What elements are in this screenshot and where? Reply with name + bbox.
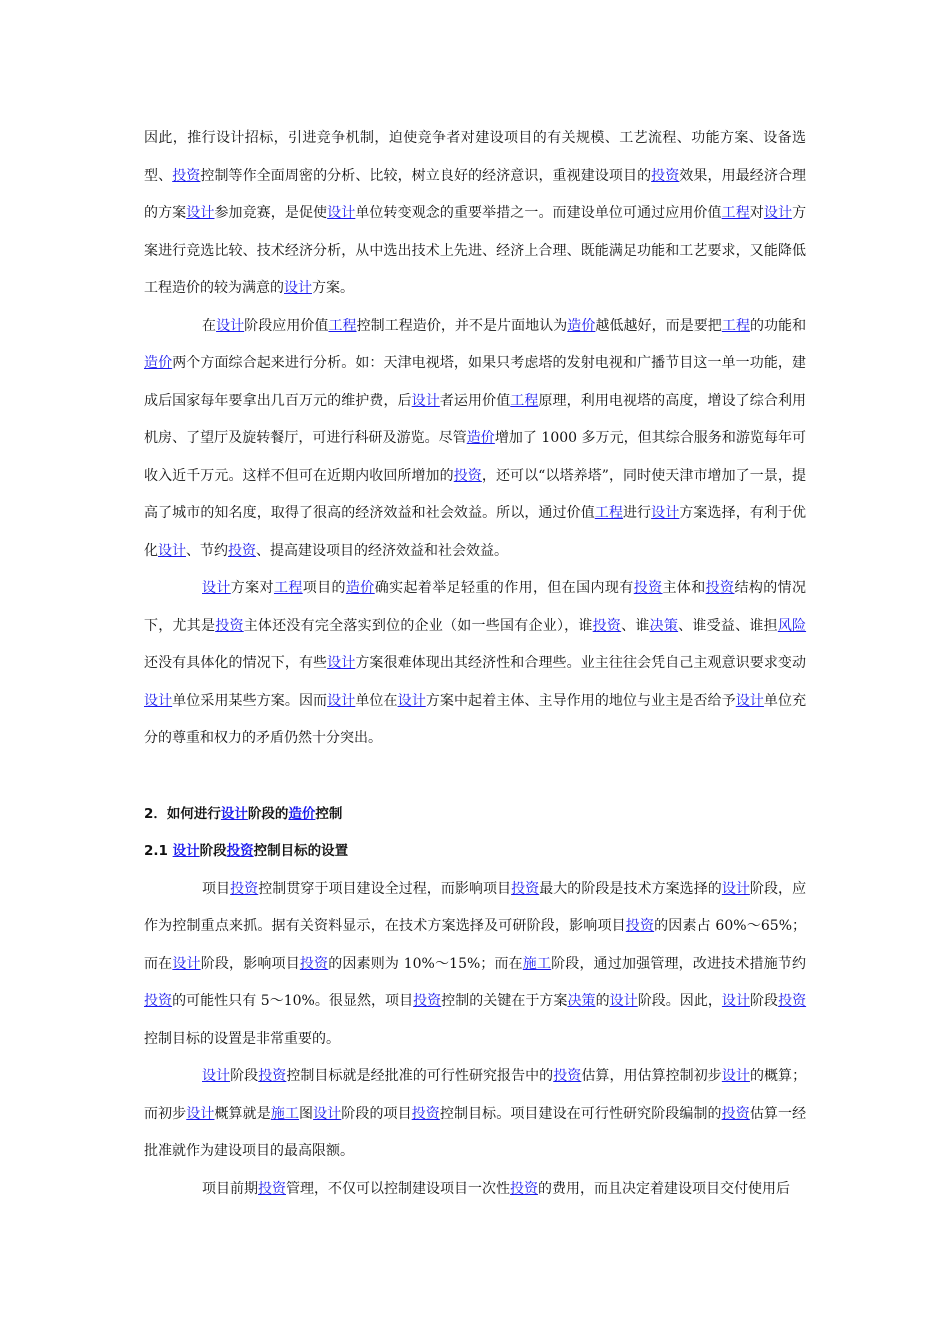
- keyword-link[interactable]: 投资: [592, 617, 622, 634]
- keyword-link[interactable]: 投资: [299, 955, 329, 972]
- text-run: 原理，利用电视塔的高度，增设了综合利用机房、了望厅及旋转餐厅，可进行科研及游览。尽管: [144, 392, 807, 446]
- text-run: 控制等作全面周密的分析、比较，树立良好的经济意识，重视建设项目的: [200, 167, 652, 184]
- text-run: 因此，推行设计招标，引进竞争机制，迫使竞争者对建设项目的有关规模、工艺流程、功能方案、设备选型、: [144, 130, 806, 184]
- text-run: 方案中起着主体、主导作用的地位与业主是否给予: [425, 692, 736, 709]
- text-run: 阶段: [230, 1068, 259, 1084]
- text-run: 方案选择，有利于优化: [144, 505, 807, 559]
- keyword-link[interactable]: 投资: [230, 880, 259, 897]
- text-run: 估算，用估算控制初步: [581, 1068, 722, 1084]
- text-run: 确实起着举足轻重的作用，但在国内现有: [374, 580, 634, 596]
- keyword-link[interactable]: 投资: [226, 843, 254, 859]
- text-run: 的功能和: [749, 317, 807, 334]
- text-run: 增加了 1000 多万元，但其综合服务和游览每年可收入近千万元。这样不但可在近期内收回所增加的: [144, 430, 807, 484]
- keyword-link[interactable]: 工程: [328, 317, 357, 334]
- keyword-link[interactable]: 设计: [721, 993, 750, 1009]
- section-heading: [144, 833, 806, 871]
- keyword-link[interactable]: 设计: [609, 993, 638, 1009]
- keyword-link[interactable]: 投资: [511, 880, 540, 897]
- keyword-link[interactable]: 投资: [172, 167, 201, 184]
- text-run: 控制目标的设置: [253, 843, 349, 859]
- keyword-link[interactable]: 设计: [313, 1105, 342, 1122]
- text-run: 控制目标。项目建设在可行性研究阶段编制的: [439, 1105, 722, 1122]
- keyword-link[interactable]: 设计: [216, 317, 245, 334]
- text-run: 主体还没有完全落实到位的企业（如一些国有企业），谁: [243, 617, 593, 634]
- text-run: 方案对: [230, 580, 274, 596]
- text-run: 的因素占 60%～65%；而在: [144, 918, 807, 972]
- keyword-link[interactable]: 设计: [144, 692, 173, 709]
- text-run: 方案很难体现出其经济性和合理些。业主往往会凭自己主观意识要求变动: [355, 655, 807, 671]
- keyword-link[interactable]: 工程: [273, 580, 303, 596]
- text-run: 控制目标的设置是非常重要的。: [144, 1030, 340, 1047]
- text-run: 单位在: [355, 692, 398, 709]
- body-paragraph: [144, 871, 806, 1059]
- keyword-link[interactable]: 投资: [510, 1180, 538, 1197]
- keyword-link[interactable]: 设计: [651, 505, 680, 521]
- keyword-link[interactable]: 工程: [594, 505, 623, 521]
- keyword-link[interactable]: 投资: [144, 993, 173, 1009]
- keyword-link[interactable]: 投资: [453, 467, 482, 484]
- keyword-link[interactable]: 投资: [778, 993, 807, 1009]
- text-run: 者运用价值: [439, 392, 511, 409]
- keyword-link[interactable]: 造价: [466, 430, 495, 446]
- keyword-link[interactable]: 设计: [186, 1105, 215, 1122]
- keyword-link[interactable]: 工程: [721, 317, 750, 334]
- text-run: 单位充分的尊重和权力的矛盾仍然十分突出。: [144, 692, 807, 746]
- keyword-link[interactable]: 设计: [202, 1068, 231, 1084]
- keyword-link[interactable]: 设计: [186, 205, 215, 221]
- keyword-link[interactable]: 设计: [284, 280, 312, 296]
- keyword-link[interactable]: 设计: [158, 542, 186, 559]
- keyword-link[interactable]: 投资: [258, 1180, 286, 1197]
- text-run: 在: [202, 317, 217, 334]
- keyword-link[interactable]: 造价: [345, 580, 375, 596]
- keyword-link[interactable]: 投资: [651, 167, 680, 184]
- keyword-link[interactable]: 工程: [510, 392, 539, 409]
- text-run: 单位转变观念的重要举措之一。而建设单位可通过应用价值: [355, 205, 722, 221]
- keyword-link[interactable]: 投资: [215, 617, 244, 634]
- text-run: 的因素则为 10%～15%；而在: [328, 955, 523, 972]
- text-run: 、提高建设项目的经济效益和社会效益。: [256, 542, 508, 559]
- text-run: 控制: [315, 805, 343, 822]
- keyword-link[interactable]: 投资: [721, 1105, 750, 1122]
- keyword-link[interactable]: 设计: [721, 880, 750, 897]
- keyword-link[interactable]: 投资: [633, 580, 663, 596]
- keyword-link[interactable]: 投资: [705, 580, 735, 596]
- keyword-link[interactable]: 投资: [553, 1068, 582, 1084]
- keyword-link[interactable]: 设计: [735, 692, 764, 709]
- text-run: 控制贯穿于项目建设全过程，而影响项目: [258, 880, 512, 897]
- text-run: 阶段，通过加强管理，改进技术措施节约: [551, 955, 807, 972]
- text-run: 项目的: [302, 580, 346, 596]
- keyword-link[interactable]: 设计: [397, 692, 426, 709]
- text-run: 方案。: [312, 280, 354, 296]
- keyword-link[interactable]: 设计: [327, 205, 356, 221]
- document-page: [144, 120, 806, 1208]
- text-run: 效果，用最经济合理的方案: [144, 167, 807, 221]
- keyword-link[interactable]: 设计: [172, 843, 200, 859]
- keyword-link[interactable]: 造价: [144, 355, 173, 371]
- text-run: 项目前期: [202, 1180, 258, 1197]
- text-run: 阶段，应作为控制重点来抓。据有关资料显示，在技术方案选择及可研阶段，影响项目: [144, 880, 807, 934]
- text-run: 主体和: [662, 580, 706, 596]
- keyword-link[interactable]: 决策: [567, 993, 596, 1009]
- text-run: 还没有具体化的情况下，有些: [144, 655, 328, 671]
- text-run: 阶段的: [247, 805, 289, 822]
- text-run: 、节约: [186, 542, 228, 559]
- body-paragraph: [144, 308, 806, 571]
- keyword-link[interactable]: 投资: [413, 993, 442, 1009]
- keyword-link[interactable]: 设计: [721, 1068, 750, 1084]
- text-run: 控制工程造价，并不是片面地认为: [356, 317, 568, 334]
- text-run: 阶段，影响项目: [200, 955, 300, 972]
- text-run: 阶段: [199, 843, 227, 859]
- keyword-link[interactable]: 设计: [411, 392, 440, 409]
- keyword-link[interactable]: 造价: [288, 805, 316, 822]
- text-run: 2.1: [144, 843, 173, 859]
- text-run: 结构的情况下，尤其是: [144, 580, 807, 634]
- text-run: 最大的阶段是技术方案选择的: [539, 880, 722, 897]
- text-run: 阶段应用价值: [244, 317, 329, 334]
- keyword-link[interactable]: 工程: [721, 205, 750, 221]
- text-run: 单位采用某些方案。因而: [172, 692, 328, 709]
- body-paragraph: [144, 1058, 806, 1171]
- text-run: 阶段。因此，: [637, 993, 722, 1009]
- section-heading: [144, 796, 806, 834]
- keyword-link[interactable]: 施工: [270, 1105, 299, 1122]
- keyword-link[interactable]: 投资: [411, 1105, 440, 1122]
- text-run: 项目: [202, 880, 231, 897]
- keyword-link[interactable]: 施工: [522, 955, 552, 972]
- text-run: 2．如何进行: [144, 805, 221, 822]
- keyword-link[interactable]: 设计: [327, 692, 356, 709]
- text-run: 参加竞赛，是促使: [214, 205, 328, 221]
- text-run: ，还可以“以塔养塔”，同时使天津市增加了一景，提高了城市的知名度，取得了很高的经济效益和社会效益。所以，通过价值: [144, 467, 806, 521]
- text-run: 越低越好，而是要把: [595, 317, 722, 334]
- keyword-link[interactable]: 风险: [777, 617, 807, 634]
- text-run: 两个方面综合起来进行分析。如：天津电视塔，如果只考虑塔的发射电视和广播节目这一单一功能，建成后国家每年要拿出几百万元的维护费，后: [144, 355, 807, 409]
- text-run: 、谁: [621, 617, 650, 634]
- text-run: 方案进行竞选比较、技术经济分析，从中选出技术上先进、经济上合理、既能满足功能和工艺要求，又能降低工程造价的较为满意的: [144, 205, 807, 296]
- text-run: 阶段的项目: [341, 1105, 412, 1122]
- text-run: 的: [595, 993, 610, 1009]
- text-run: 进行: [622, 505, 652, 521]
- text-run: 阶段: [749, 993, 779, 1009]
- keyword-link[interactable]: 决策: [649, 617, 679, 634]
- keyword-link[interactable]: 投资: [258, 1068, 287, 1084]
- body-paragraph: [144, 1171, 806, 1209]
- paragraph-gap: [144, 758, 806, 796]
- keyword-link[interactable]: 设计: [327, 655, 356, 671]
- text-run: 对: [749, 205, 764, 221]
- text-run: 管理，不仅可以控制建设项目一次性: [286, 1180, 510, 1197]
- body-paragraph: [144, 570, 806, 758]
- text-run: 的概算；而初步: [144, 1068, 807, 1122]
- text-run: 、谁受益、谁担: [678, 617, 778, 634]
- text-run: 概算就是: [214, 1105, 271, 1122]
- body-paragraph: [144, 120, 806, 308]
- text-run: 估算一经批准就作为建设项目的最高限额。: [144, 1105, 807, 1159]
- keyword-link[interactable]: 设计: [220, 805, 248, 822]
- text-run: 图: [299, 1105, 314, 1122]
- text-run: 的可能性只有 5～10%。很显然，项目: [172, 993, 414, 1009]
- text-run: 控制的关键在于方案: [441, 993, 568, 1009]
- keyword-link[interactable]: 投资: [625, 918, 655, 934]
- text-run: 的费用，而且决定着建设项目交付使用后: [538, 1180, 790, 1197]
- text-run: 控制目标就是经批准的可行性研究报告中的: [286, 1068, 554, 1084]
- keyword-link[interactable]: 投资: [228, 542, 256, 559]
- keyword-link[interactable]: 设计: [172, 955, 201, 972]
- keyword-link[interactable]: 设计: [202, 580, 231, 596]
- keyword-link[interactable]: 造价: [567, 317, 596, 334]
- keyword-link[interactable]: 设计: [763, 205, 793, 221]
